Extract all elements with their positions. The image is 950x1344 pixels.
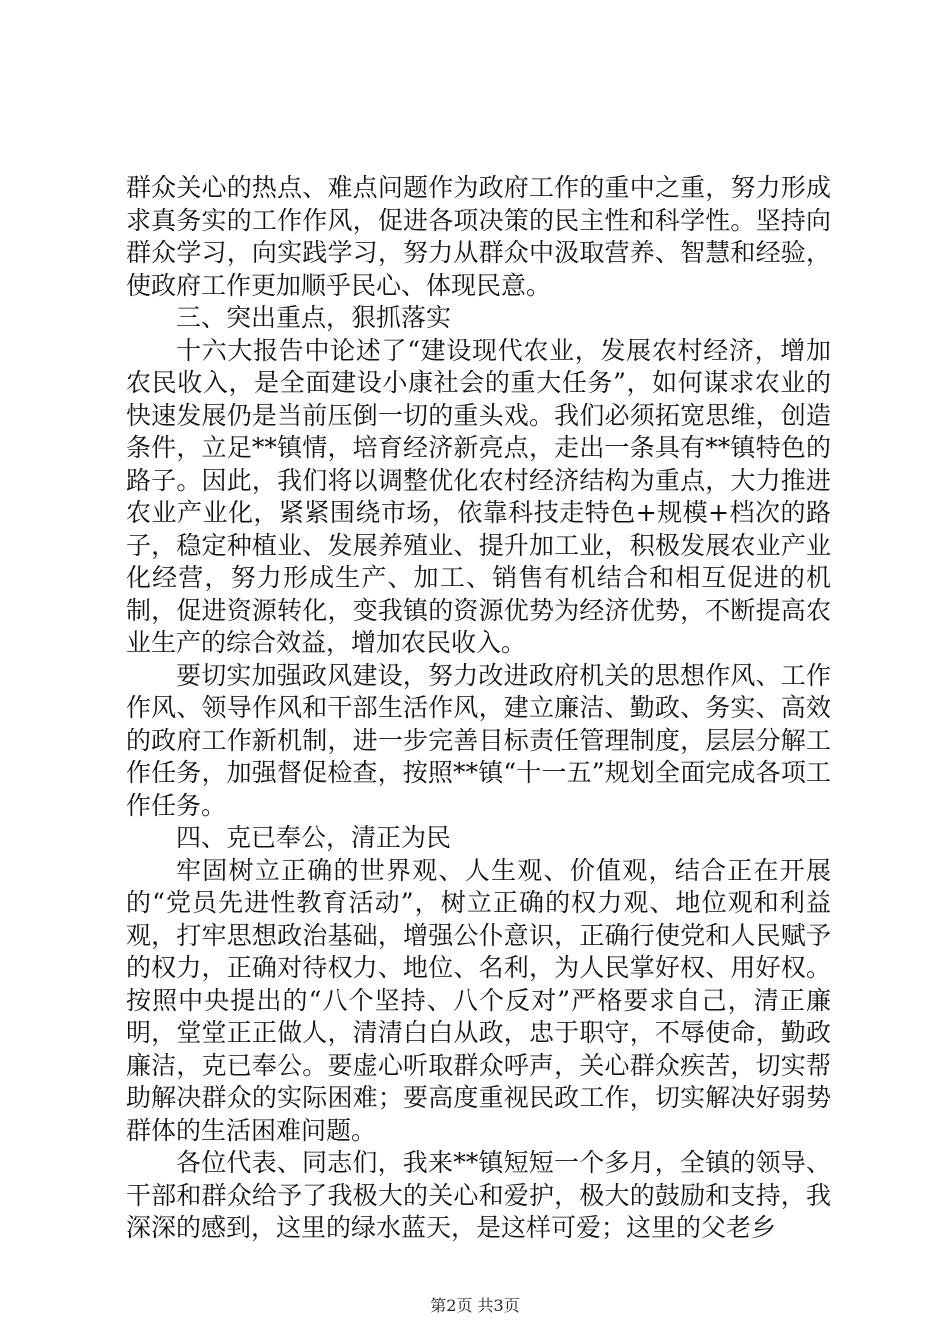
- paragraph-integrity: 牢固树立正确的世界观、人生观、价值观，结合正在开展的“党员先进性教育活动”，树立正确的权力观、地位观和利益观，打牢思想政治基础，增强公仆意识，正确行使党和人民赋予的权力，正确对待权力、地位、名利，为人民掌好权、用好权。按照中央提出的“八个坚持、八个反对”严格要求自己，清正廉明，堂堂正正做人，清清白白从政，忠于职守，不辱使命，勤政廉洁，克已奉公。要虚心听取群众呼声，关心群众疾苦，切实帮助解决群众的实际困难；要高度重视民政工作，切实解决好弱势群体的生活困难问题。: [126, 855, 831, 1145]
- section-heading-three: 三、突出重点，狠抓落实: [176, 303, 452, 332]
- page-footer: 第2页 共3页: [430, 1296, 520, 1315]
- document-body: [126, 172, 831, 1245]
- section-heading-four: 四、克已奉公，清正为民: [176, 823, 452, 852]
- paragraph-work-style: 要切实加强政风建设，努力改进政府机关的思想作风、工作作风、领导作风和干部生活作风，建立廉洁、勤政、务实、高效的政府工作新机制，进一步完善目标责任管理制度，层层分解工作任务，加强督促检查，按照**镇“十一五”规划全面完成各项工作任务。: [126, 660, 831, 820]
- paragraph-agriculture: 十六大报告中论述了“建设现代农业，发展农村经济，增加农民收入，是全面建设小康社会的重大任务”，如何谋求农业的快速发展仍是当前压倒一切的重头戏。我们必须拓宽思维，创造条件，立足**镇情，培育经济新亮点，走出一条具有**镇特色的路子。因此，我们将以调整优化农村经济结构为重点，大力推进农业产业化，紧紧围绕市场，依靠科技走特色+规模+档次的路子，稳定种植业、发展养殖业、提升加工业，积极发展农业产业化经营，努力形成生产、加工、销售有机结合和相互促进的机制，促进资源转化，变我镇的资源优势为经济优势，不断提高农业生产的综合效益，增加农民收入。: [126, 335, 831, 657]
- paragraph-closing: 各位代表、同志们，我来**镇短短一个多月，全镇的领导、干部和群众给予了我极大的关心和爱护，极大的鼓励和支持，我深深的感到，这里的绿水蓝天，是这样可爱；这里的父老乡: [126, 1148, 831, 1242]
- paragraph-continuation: 群众关心的热点、难点问题作为政府工作的重中之重，努力形成求真务实的工作作风，促进各项决策的民主性和科学性。坚持向群众学习，向实践学习，努力从群众中汲取营养、智慧和经验，使政府工作更加顺乎民心、体现民意。: [126, 173, 831, 300]
